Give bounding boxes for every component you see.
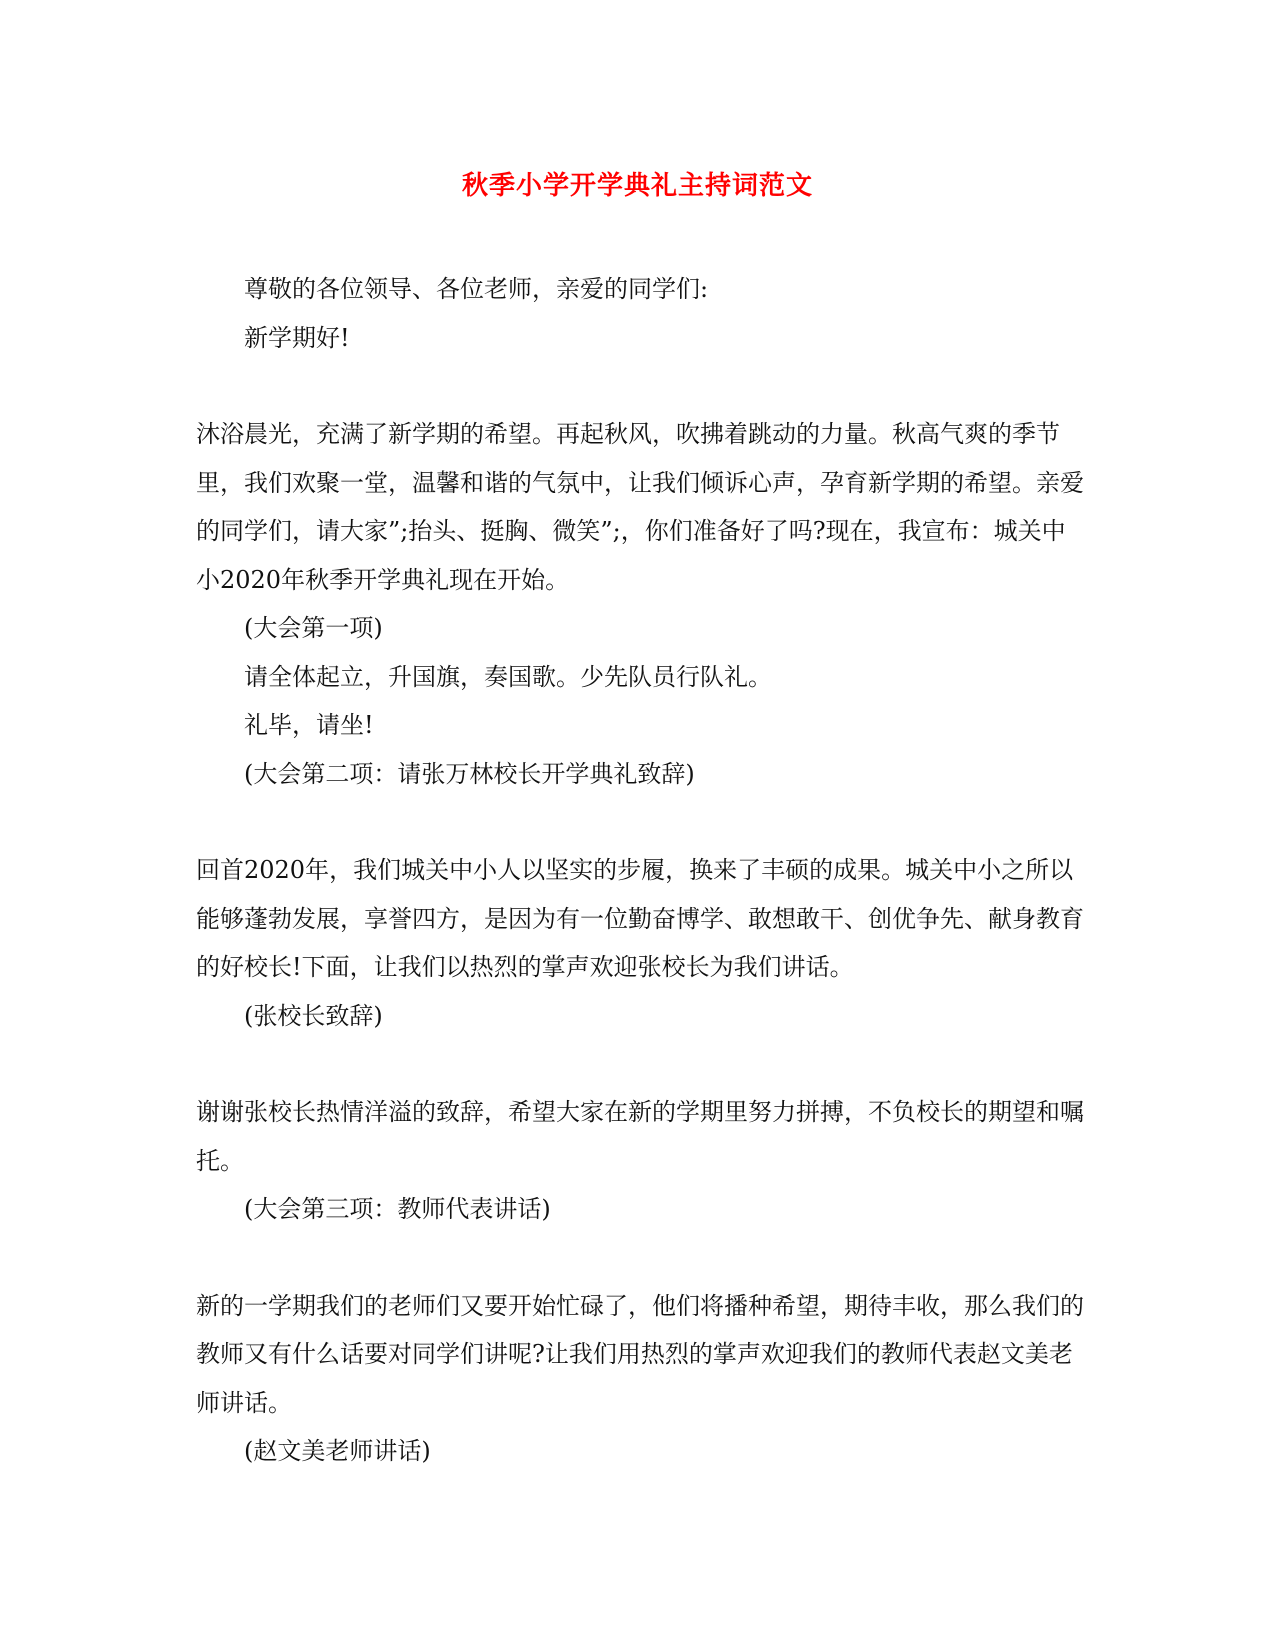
body-paragraph: 谢谢张校长热情洋溢的致辞，希望大家在新的学期里努力拼搏，不负校长的期望和嘱托。 bbox=[196, 1098, 1084, 1175]
body-paragraph: 回首2020年，我们城关中小人以坚实的步履，换来了丰硕的成果。城关中小之所以能够蓬勃发展，享誉四方，是因为有一位勤奋博学、敢想敢干、创优争先、献身教育的好校长!下面，让我们以热烈的掌声欢迎张校长为我们讲话。 bbox=[196, 856, 1084, 981]
document-body bbox=[196, 265, 1086, 1476]
body-paragraph: 请全体起立，升国旗，奏国歌。少先队员行队礼。 bbox=[244, 662, 772, 691]
greeting-paragraph: 新学期好! bbox=[244, 323, 350, 352]
paragraph-gap bbox=[196, 1234, 1086, 1282]
paragraph-gap bbox=[196, 1040, 1086, 1088]
agenda-item: (大会第三项：教师代表讲话) bbox=[244, 1195, 551, 1223]
greeting-paragraph: 尊敬的各位领导、各位老师，亲爱的同学们: bbox=[244, 275, 709, 303]
document-title: 秋季小学开学典礼主持词范文 bbox=[461, 171, 813, 201]
body-paragraph: 礼毕，请坐! bbox=[244, 711, 374, 739]
agenda-item: (张校长致辞) bbox=[244, 1001, 383, 1030]
agenda-item: (大会第二项：请张万林校长开学典礼致辞) bbox=[244, 759, 695, 788]
body-paragraph: 新的一学期我们的老师们又要开始忙碌了，他们将播种希望，期待丰收，那么我们的教师又有什么话要对同学们讲呢?让我们用热烈的掌声欢迎我们的教师代表赵文美老师讲话。 bbox=[196, 1291, 1084, 1417]
agenda-item: (赵文美老师讲话) bbox=[244, 1437, 431, 1465]
agenda-item: (大会第一项) bbox=[244, 614, 383, 642]
paragraph-gap bbox=[196, 798, 1086, 846]
paragraph-gap bbox=[196, 362, 1086, 410]
body-paragraph: 沐浴晨光，充满了新学期的希望。再起秋风，吹拂着跳动的力量。秋高气爽的季节里，我们欢聚一堂，温馨和谐的气氛中，让我们倾诉心声，孕育新学期的希望。亲爱的同学们，请大家”;抬头、挺胸、微笑”;，你们准备好了吗?现在，我宣布：城关中小2020年秋季开学典礼现在开始。 bbox=[196, 420, 1084, 594]
